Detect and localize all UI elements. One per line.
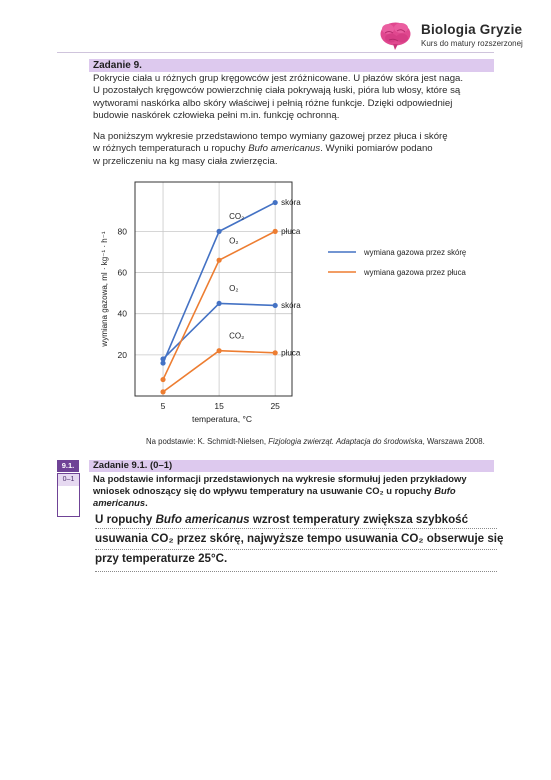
answer-line[interactable]: usuwania CO₂ przez skórę, najwyższe tempo usuwania CO₂ obserwuje się [95, 532, 504, 545]
x-tick-label: 15 [214, 401, 224, 411]
data-point [217, 229, 222, 234]
gas-exchange-chart [92, 178, 512, 438]
y-tick-label: 60 [117, 267, 127, 278]
brand-title: Biologia Gryzie [421, 22, 523, 37]
y-tick-labels [118, 226, 128, 359]
task-intro [93, 73, 498, 123]
answer-line[interactable] [95, 513, 500, 526]
y-tick-label: 20 [117, 349, 127, 360]
data-point [217, 301, 222, 306]
y-tick-label: 40 [117, 308, 127, 319]
intro-line: budowie naskórek człowieka pełni m.in. funkcję ochronną. [93, 110, 340, 122]
x-axis-label: temperatura, °C [191, 414, 253, 424]
answer-dotted-line [95, 571, 497, 572]
brand-logo [379, 21, 549, 51]
instruction-line [93, 497, 498, 509]
x-tick-labels [161, 401, 281, 411]
intro-line: wytworami naskórka albo skóry właściwej i pełnią różne funkcje. Dzięki odpowiedniej [93, 97, 453, 109]
chart-grid [135, 182, 292, 396]
header-divider [57, 52, 494, 53]
legend-label: wymiana gazowa przez płuca [364, 268, 466, 277]
description-line: Na poniższym wykresie przedstawiono tempo wymiany gazowej przez płuca i skórę [93, 131, 448, 142]
data-point [217, 258, 222, 263]
score-box [57, 486, 80, 517]
source-text: Na podstawie: K. Schmidt-Nielsen, [146, 437, 269, 446]
y-tick-label: 80 [117, 226, 127, 237]
chart-series [160, 198, 301, 394]
source-text: , Warszawa 2008. [422, 437, 485, 446]
data-point [160, 356, 165, 361]
data-point [160, 377, 165, 382]
species-name: americanus [93, 497, 146, 508]
instruction-text: . [145, 497, 148, 508]
series-end-label: skóra [281, 198, 301, 208]
subtask-instruction [93, 473, 498, 509]
series-end-label: skóra [281, 300, 301, 310]
answer-text: U ropuchy [95, 513, 156, 526]
answer-dotted-line [95, 528, 497, 529]
plot-frame [135, 182, 292, 396]
gas-annotation: CO₂ [229, 331, 245, 341]
data-point [160, 389, 165, 394]
series-end-label: płuca [281, 348, 301, 358]
gas-annotation: CO₂ [229, 212, 245, 222]
description-text: . Wyniki pomiarów podano [320, 143, 433, 155]
subtask-number: 9.1. [57, 460, 79, 472]
series-end-label: płuca [281, 226, 301, 236]
instruction-line: Na podstawie informacji przedstawionych na wykresie sformułuj jeden przykładowy [93, 473, 467, 484]
instruction-line [93, 485, 498, 497]
chart-source [146, 437, 485, 446]
source-title: Fizjologia zwierząt. Adaptacja do środowiska [268, 437, 423, 446]
subtask-points: 0–1 [57, 473, 80, 487]
data-point [273, 229, 278, 234]
x-tick-label: 25 [270, 401, 280, 411]
gas-annotation: O₂ [229, 284, 239, 294]
description-line: w przeliczeniu na kg masy ciała zwierzęcia. [93, 155, 278, 167]
data-point [273, 200, 278, 205]
brain-icon [379, 21, 412, 51]
intro-line: Pokrycie ciała u różnych grup kręgowców jest zróżnicowane. U płazów skóra jest naga. [93, 73, 464, 84]
data-point [273, 303, 278, 308]
data-point [273, 350, 278, 355]
answer-dotted-line [95, 549, 497, 550]
data-point [217, 348, 222, 353]
instruction-text: wniosek odnoszący się do wpływu temperatury na usuwanie CO₂ u ropuchy [93, 485, 435, 496]
species-name: Bufo americanus [248, 143, 321, 155]
species-name: Bufo [434, 485, 456, 496]
task-title: Zadanie 9. [93, 60, 142, 71]
subtask-title: Zadanie 9.1. (0–1) [93, 460, 173, 471]
legend-label: wymiana gazowa przez skórę [364, 248, 467, 257]
brand-subtitle: Kurs do matury rozszerzonej [421, 39, 523, 48]
description-line [93, 143, 498, 155]
description-text: w różnych temperaturach u ropuchy [93, 143, 249, 155]
chart-description [93, 131, 498, 168]
y-axis-label: wymiana gazowa, ml · kg⁻¹ · h⁻¹ [100, 231, 109, 347]
chart-legend [328, 248, 467, 277]
intro-line: U pozostałych kręgowców powierzchnię ciała pokrywają łuski, pióra lub włosy, które są [93, 85, 461, 97]
answer-text: wzrost temperatury zwiększa szybkość [249, 513, 469, 526]
species-name: Bufo americanus [155, 513, 250, 526]
x-tick-label: 5 [160, 401, 166, 411]
answer-line[interactable]: przy temperaturze 25°C. [95, 552, 228, 565]
task-title-bar [89, 59, 494, 72]
gas-annotation: O₂ [229, 236, 239, 246]
subtask-title-bar [89, 460, 494, 472]
